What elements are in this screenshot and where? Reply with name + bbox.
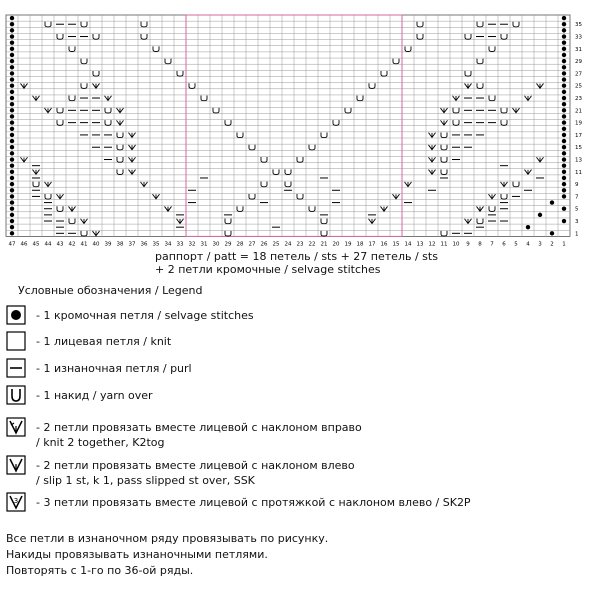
column-number: 2 bbox=[550, 241, 554, 248]
chart-selvage-mark bbox=[526, 225, 530, 229]
column-number: 7 bbox=[490, 241, 494, 248]
chart-selvage-mark bbox=[10, 108, 14, 112]
chart-selvage-mark bbox=[10, 114, 14, 118]
column-number: 14 bbox=[404, 241, 412, 248]
column-number: 42 bbox=[68, 241, 76, 248]
column-number: 11 bbox=[440, 241, 448, 248]
chart-selvage-mark bbox=[10, 151, 14, 155]
chart-selvage-mark bbox=[562, 127, 566, 131]
chart-selvage-mark bbox=[562, 114, 566, 118]
column-number: 22 bbox=[308, 241, 316, 248]
column-number: 35 bbox=[152, 241, 160, 248]
legend-text-purl: - 1 изнаночная петля / purl bbox=[36, 362, 192, 375]
chart-selvage-mark bbox=[562, 194, 566, 198]
row-number: 25 bbox=[575, 83, 582, 90]
purl-icon bbox=[6, 358, 26, 378]
chart-selvage-mark bbox=[10, 163, 14, 167]
chart-selvage-mark bbox=[10, 77, 14, 81]
knit-icon bbox=[6, 331, 26, 351]
column-number: 21 bbox=[320, 241, 328, 248]
row-number: 13 bbox=[575, 157, 582, 164]
legend-text-ssk-2: / slip 1 st, k 1, pass slipped st over, SSK bbox=[36, 474, 255, 487]
column-number: 38 bbox=[116, 241, 124, 248]
chart-selvage-mark bbox=[562, 84, 566, 88]
row-number: 5 bbox=[575, 206, 579, 213]
chart-selvage-mark bbox=[10, 120, 14, 124]
svg-text:3: 3 bbox=[13, 497, 19, 505]
chart-selvage-mark bbox=[10, 34, 14, 38]
chart-selvage-mark bbox=[10, 176, 14, 180]
column-number: 30 bbox=[212, 241, 220, 248]
chart-selvage-mark bbox=[10, 53, 14, 57]
row-number: 15 bbox=[575, 145, 582, 152]
column-number: 27 bbox=[248, 241, 256, 248]
chart-selvage-mark bbox=[10, 28, 14, 32]
column-number: 19 bbox=[344, 241, 352, 248]
row-number: 19 bbox=[575, 120, 582, 127]
chart-selvage-mark bbox=[562, 120, 566, 124]
chart-selvage-mark bbox=[562, 188, 566, 192]
pattern-repeat-line-1: раппорт / patt = 18 петель / sts + 27 петель / sts bbox=[155, 250, 438, 263]
pattern-repeat-line-2: + 2 петли кромочные / selvage stitches bbox=[155, 263, 381, 276]
column-number: 18 bbox=[356, 241, 364, 248]
chart-selvage-mark bbox=[10, 182, 14, 186]
sk2p-icon bbox=[6, 492, 26, 512]
column-number: 44 bbox=[44, 241, 52, 248]
column-number: 31 bbox=[200, 241, 208, 248]
row-number: 31 bbox=[575, 46, 582, 53]
chart-selvage-mark bbox=[10, 170, 14, 174]
row-number: 35 bbox=[575, 22, 582, 29]
column-number: 15 bbox=[392, 241, 400, 248]
chart-selvage-mark bbox=[10, 200, 14, 204]
chart-selvage-mark bbox=[10, 16, 14, 20]
column-number: 46 bbox=[20, 241, 28, 248]
chart-selvage-mark bbox=[10, 47, 14, 51]
chart-selvage-mark bbox=[562, 77, 566, 81]
row-number: 33 bbox=[575, 34, 582, 41]
chart-selvage-mark bbox=[562, 219, 566, 223]
column-number: 25 bbox=[272, 241, 280, 248]
chart-selvage-mark bbox=[10, 145, 14, 149]
yarn-over-icon bbox=[6, 385, 26, 405]
row-number: 9 bbox=[575, 182, 579, 189]
row-number: 27 bbox=[575, 71, 582, 78]
chart-selvage-mark bbox=[562, 176, 566, 180]
chart-selvage-mark bbox=[10, 207, 14, 211]
chart-selvage-mark bbox=[562, 182, 566, 186]
chart-selvage-mark bbox=[562, 59, 566, 63]
row-number: 11 bbox=[575, 169, 582, 176]
chart-selvage-mark bbox=[562, 151, 566, 155]
k2tog-icon bbox=[6, 417, 26, 437]
chart-selvage-mark bbox=[550, 200, 554, 204]
chart-selvage-mark bbox=[562, 65, 566, 69]
legend-text-yarn-over: - 1 накид / yarn over bbox=[36, 389, 153, 402]
chart-selvage-mark bbox=[562, 90, 566, 94]
column-number: 36 bbox=[140, 241, 148, 248]
instructions bbox=[6, 531, 328, 579]
column-number: 24 bbox=[284, 241, 292, 248]
chart-selvage-mark bbox=[562, 53, 566, 57]
chart-selvage-mark bbox=[10, 40, 14, 44]
column-number: 12 bbox=[428, 241, 436, 248]
chart-selvage-mark bbox=[10, 59, 14, 63]
column-number: 47 bbox=[8, 241, 16, 248]
column-number: 5 bbox=[514, 241, 518, 248]
chart-selvage-mark bbox=[562, 108, 566, 112]
chart-selvage-mark bbox=[10, 22, 14, 26]
chart-selvage-mark bbox=[10, 194, 14, 198]
chart-selvage-mark bbox=[562, 47, 566, 51]
row-number: 7 bbox=[575, 194, 579, 201]
chart-selvage-mark bbox=[10, 133, 14, 137]
chart-selvage-mark bbox=[10, 71, 14, 75]
chart-selvage-mark bbox=[10, 84, 14, 88]
chart-selvage-mark bbox=[10, 188, 14, 192]
legend-text-k2tog: - 2 петли провязать вместе лицевой с наклоном вправо bbox=[36, 421, 362, 434]
chart-selvage-mark bbox=[550, 231, 554, 235]
chart-selvage-mark bbox=[10, 127, 14, 131]
chart-selvage-mark bbox=[562, 133, 566, 137]
row-number: 17 bbox=[575, 132, 582, 139]
chart-selvage-mark bbox=[10, 157, 14, 161]
row-number: 23 bbox=[575, 96, 582, 103]
chart-selvage-mark bbox=[562, 34, 566, 38]
chart-selvage-mark bbox=[562, 22, 566, 26]
column-number: 20 bbox=[332, 241, 340, 248]
ssk-icon bbox=[6, 455, 26, 475]
column-number: 8 bbox=[478, 241, 482, 248]
column-number: 4 bbox=[526, 241, 530, 248]
column-number: 13 bbox=[416, 241, 424, 248]
chart-selvage-mark bbox=[10, 139, 14, 143]
column-number: 3 bbox=[538, 241, 542, 248]
instruction-line: Накиды провязывать изнаночными петлями. bbox=[6, 548, 268, 561]
row-number: 1 bbox=[575, 231, 579, 238]
chart-selvage-mark bbox=[10, 65, 14, 69]
column-number: 37 bbox=[128, 241, 136, 248]
chart-selvage-mark bbox=[562, 16, 566, 20]
column-number: 1 bbox=[562, 241, 566, 248]
column-number: 23 bbox=[296, 241, 304, 248]
column-number: 29 bbox=[224, 241, 232, 248]
column-number: 43 bbox=[56, 241, 64, 248]
column-number: 26 bbox=[260, 241, 268, 248]
legend-text-k2tog-2: / knit 2 together, K2tog bbox=[36, 436, 165, 449]
chart-selvage-mark bbox=[562, 139, 566, 143]
column-number: 40 bbox=[92, 241, 100, 248]
column-number: 10 bbox=[452, 241, 460, 248]
column-number: 6 bbox=[502, 241, 506, 248]
chart-selvage-mark bbox=[562, 163, 566, 167]
chart-selvage-mark bbox=[10, 213, 14, 217]
chart-selvage-mark bbox=[562, 207, 566, 211]
column-number: 41 bbox=[80, 241, 88, 248]
instruction-line: Все петли в изнаночном ряду провязывать по рисунку. bbox=[6, 532, 329, 545]
legend-text-knit: - 1 лицевая петля / knit bbox=[36, 335, 172, 348]
chart-selvage-mark bbox=[10, 219, 14, 223]
selvage-icon bbox=[6, 305, 26, 325]
legend-text-ssk: - 2 петли провязать вместе лицевой с наклоном влево bbox=[36, 459, 355, 472]
chart-selvage-mark bbox=[10, 231, 14, 235]
column-number: 28 bbox=[236, 241, 244, 248]
instruction-line: Повторять с 1-го по 36-ой ряды. bbox=[6, 564, 194, 577]
chart-selvage-mark bbox=[562, 40, 566, 44]
chart-selvage-mark bbox=[562, 71, 566, 75]
legend-text-sk2p: - 3 петли провязать вместе лицевой с протяжкой с наклоном влево / SK2P bbox=[36, 496, 471, 509]
column-number: 45 bbox=[32, 241, 40, 248]
chart-selvage-mark bbox=[10, 90, 14, 94]
column-number: 39 bbox=[104, 241, 112, 248]
chart-selvage-mark bbox=[10, 96, 14, 100]
row-number: 29 bbox=[575, 59, 582, 66]
chart-selvage-mark bbox=[562, 145, 566, 149]
column-number: 9 bbox=[466, 241, 470, 248]
knitting-chart bbox=[0, 0, 605, 250]
chart-selvage-mark bbox=[538, 213, 542, 217]
chart-selvage-mark bbox=[10, 102, 14, 106]
column-number: 16 bbox=[380, 241, 388, 248]
chart-selvage-mark bbox=[10, 225, 14, 229]
chart-selvage-mark bbox=[562, 170, 566, 174]
column-number: 34 bbox=[164, 241, 172, 248]
legend-text-selvage: - 1 кромочная петля / selvage stitches bbox=[36, 309, 254, 322]
row-number: 21 bbox=[575, 108, 582, 115]
row-number: 3 bbox=[575, 219, 579, 226]
column-number: 33 bbox=[176, 241, 184, 248]
chart-selvage-mark bbox=[562, 96, 566, 100]
chart-selvage-mark bbox=[562, 157, 566, 161]
chart-selvage-mark bbox=[562, 102, 566, 106]
column-number: 32 bbox=[188, 241, 196, 248]
chart-selvage-mark bbox=[562, 28, 566, 32]
legend-title: Условные обозначения / Legend bbox=[18, 284, 203, 297]
column-number: 17 bbox=[368, 241, 376, 248]
